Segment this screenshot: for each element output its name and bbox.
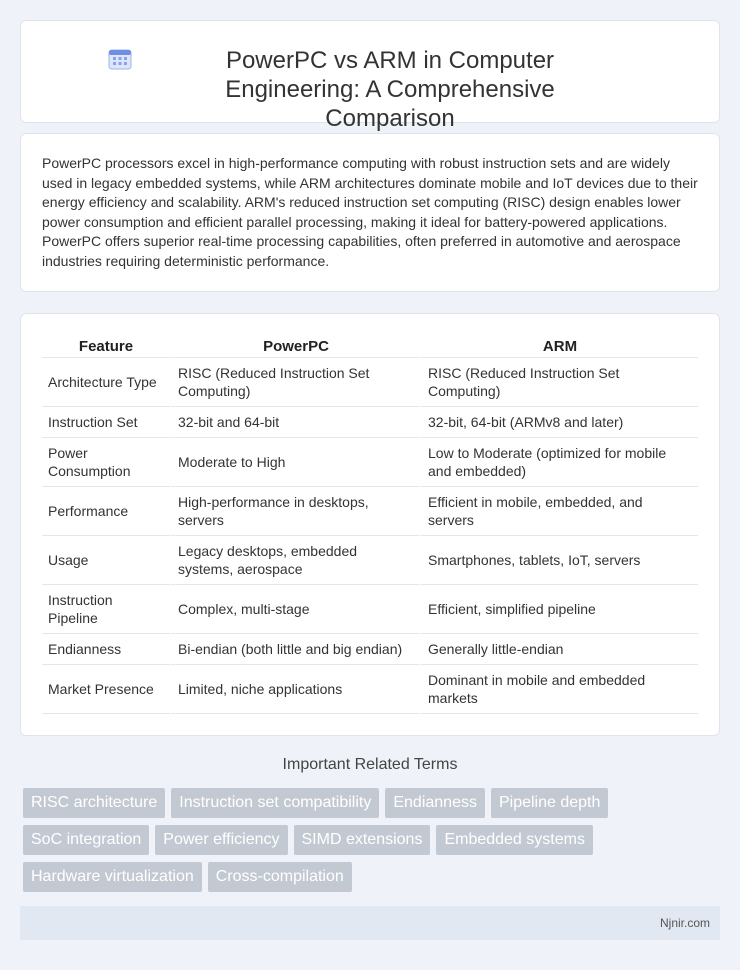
table-row	[42, 407, 698, 438]
arm-cell: Low to Moderate (optimized for mobile and embedded)	[420, 438, 698, 487]
feature-cell: Market Presence	[42, 665, 170, 714]
feature-cell: Instruction Set	[42, 407, 170, 438]
summary-paragraph: PowerPC processors excel in high-performance computing with robust instruction sets and are widely used in legacy embedded systems, while ARM architectures dominate mobile and IoT devices due to their energy efficiency and scalability. ARM's reduced instruction set computing (RISC) design enables lower power consumption and efficient parallel processing, making it ideal for battery-powered applications. PowerPC offers superior real-time processing capabilities, often preferred in automotive and aerospace industries requiring deterministic performance.	[42, 155, 698, 269]
powerpc-cell: RISC (Reduced Instruction Set Computing)	[170, 358, 420, 407]
comparison-table	[42, 332, 698, 714]
header-arm: ARM	[420, 332, 698, 358]
table-row	[42, 665, 698, 714]
feature-cell: Architecture Type	[42, 358, 170, 407]
comparison-table-card	[20, 313, 720, 736]
arm-cell: Efficient in mobile, embedded, and servers	[420, 487, 698, 536]
footer	[20, 906, 720, 940]
term-tag[interactable]: SIMD extensions	[294, 825, 431, 855]
arm-cell: Dominant in mobile and embedded markets	[420, 665, 698, 714]
term-tag[interactable]: Endianness	[385, 788, 485, 818]
arm-cell: 32-bit, 64-bit (ARMv8 and later)	[420, 407, 698, 438]
table-row	[42, 536, 698, 585]
feature-cell: Power Consumption	[42, 438, 170, 487]
arm-cell: Generally little-endian	[420, 634, 698, 665]
related-terms-list	[23, 788, 723, 899]
term-tag[interactable]: Power efficiency	[155, 825, 287, 855]
related-terms-heading: Important Related Terms	[282, 756, 458, 773]
table-header-row	[42, 332, 698, 358]
feature-cell: Endianness	[42, 634, 170, 665]
title-card	[20, 20, 720, 132]
summary-card	[20, 133, 720, 292]
header-feature: Feature	[42, 332, 170, 358]
powerpc-cell: Legacy desktops, embedded systems, aerospace	[170, 536, 420, 585]
page-title: PowerPC vs ARM in Computer Engineering: A Comprehensive Comparison	[225, 47, 555, 132]
table-row	[42, 585, 698, 634]
term-tag[interactable]: Instruction set compatibility	[171, 788, 379, 818]
arm-cell: Smartphones, tablets, IoT, servers	[420, 536, 698, 585]
powerpc-cell: 32-bit and 64-bit	[170, 407, 420, 438]
term-tag[interactable]: Embedded systems	[436, 825, 593, 855]
powerpc-cell: Limited, niche applications	[170, 665, 420, 714]
footer-site-link[interactable]: Njnir.com	[659, 916, 710, 930]
arm-cell: RISC (Reduced Instruction Set Computing)	[420, 358, 698, 407]
table-row	[42, 487, 698, 536]
feature-cell: Instruction Pipeline	[42, 585, 170, 634]
powerpc-cell: Complex, multi-stage	[170, 585, 420, 634]
powerpc-cell: Moderate to High	[170, 438, 420, 487]
term-tag[interactable]: SoC integration	[23, 825, 149, 855]
arm-cell: Efficient, simplified pipeline	[420, 585, 698, 634]
table-row	[42, 438, 698, 487]
term-tag[interactable]: Hardware virtualization	[23, 862, 202, 892]
feature-cell: Performance	[42, 487, 170, 536]
powerpc-cell: Bi-endian (both little and big endian)	[170, 634, 420, 665]
header-powerpc: PowerPC	[170, 332, 420, 358]
term-tag[interactable]: RISC architecture	[23, 788, 165, 818]
table-row	[42, 634, 698, 665]
term-tag[interactable]: Cross-compilation	[208, 862, 352, 892]
table-row	[42, 358, 698, 407]
term-tag[interactable]: Pipeline depth	[491, 788, 608, 818]
powerpc-cell: High-performance in desktops, servers	[170, 487, 420, 536]
feature-cell: Usage	[42, 536, 170, 585]
